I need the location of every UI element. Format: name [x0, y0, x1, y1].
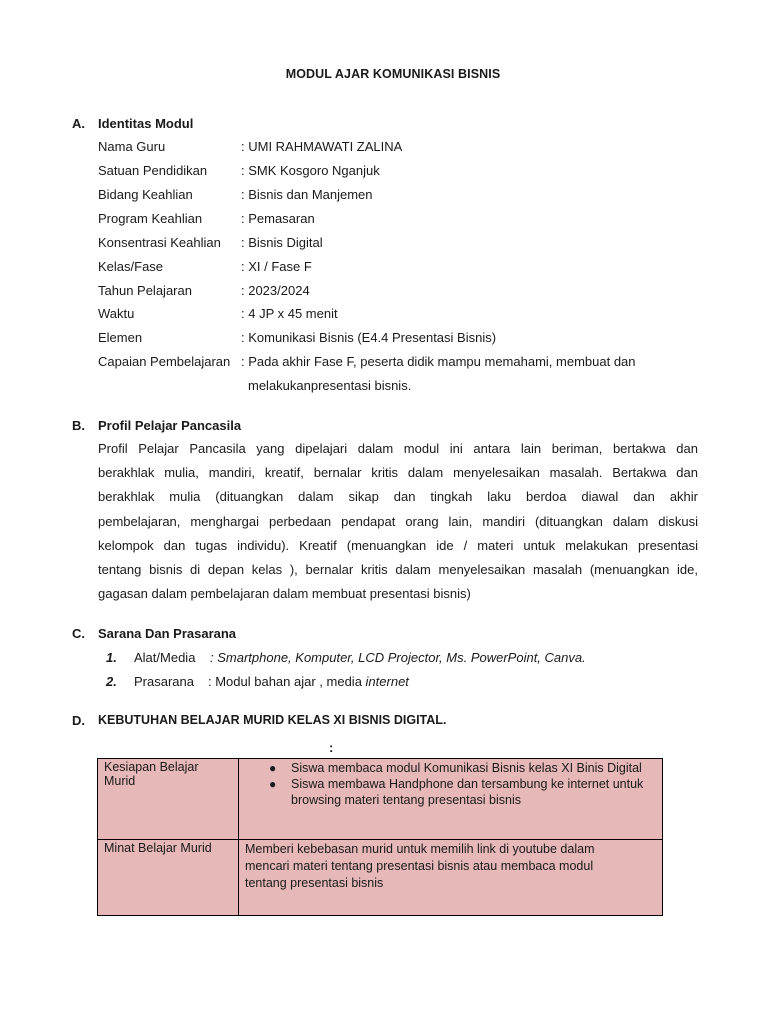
identity-value: : Komunikasi Bisnis (E4.4 Presentasi Bisnis)	[241, 330, 497, 345]
list-number: 1.	[106, 650, 117, 665]
section-c-letter: C.	[72, 626, 85, 641]
list-item	[269, 776, 656, 808]
section-d-title: KEBUTUHAN BELAJAR MURID KELAS XI BISNIS DIGITAL.	[98, 713, 447, 727]
identity-label: Program Keahlian	[98, 211, 203, 226]
list-item-text: Siswa membaca modul Komunikasi Bisnis kelas XI Binis Digital	[291, 761, 642, 775]
identity-label: Nama Guru	[98, 139, 166, 154]
bullet-icon: ●	[269, 761, 277, 775]
table-header-cell: Minat Belajar Murid	[98, 840, 239, 916]
section-b-letter: B.	[72, 418, 85, 433]
profil-paragraph	[98, 437, 698, 606]
identity-label: Waktu	[98, 306, 135, 321]
identity-value: : 4 JP x 45 menit	[241, 306, 338, 321]
table-cell-text: Memberi kebebasan murid untuk memilih link di youtube dalam mencari materi tentang presentasi bisnis atau membaca modul tentang presentasi bisnis	[245, 842, 595, 890]
section-c-title: Sarana Dan Prasarana	[98, 626, 237, 641]
list-label: Alat/Media	[134, 650, 196, 665]
paragraph-line: tentang bisnis di depan kelas ), bernalar kritis dalam menyelesaikan masalah (menuangkan ide,	[98, 561, 698, 577]
identity-value: : UMI RAHMAWATI ZALINA	[241, 139, 403, 154]
sarana-item-prasarana	[106, 674, 409, 689]
section-d-letter: D.	[72, 713, 85, 728]
table-content-cell	[239, 840, 663, 916]
list-number: 2.	[106, 674, 117, 689]
learning-needs-table	[97, 758, 663, 916]
list-item-text: Siswa membawa Handphone dan tersambung ke internet untuk browsing materi tentang presentasi bisnis	[291, 777, 644, 807]
identity-value: : Pemasaran	[241, 211, 315, 226]
identity-value: : Pada akhir Fase F, peserta didik mampu memahami, membuat dan	[241, 354, 636, 369]
identity-label: Bidang Keahlian	[98, 187, 193, 202]
section-a-title: Identitas Modul	[98, 116, 194, 131]
list-value-italic: internet	[365, 674, 409, 689]
identity-label: Capaian Pembelajaran	[98, 354, 231, 369]
identity-value: : SMK Kosgoro Nganjuk	[241, 163, 380, 178]
identity-label: Elemen	[98, 330, 143, 345]
bullet-list	[245, 760, 656, 808]
table-row	[98, 759, 663, 840]
section-b-title: Profil Pelajar Pancasila	[98, 418, 242, 433]
capaian-continuation: melakukanpresentasi bisnis.	[248, 378, 412, 393]
identity-value: : Bisnis Digital	[241, 235, 323, 250]
colon-mark: :	[329, 740, 334, 755]
identity-value: : Bisnis dan Manjemen	[241, 187, 373, 202]
list-item	[269, 760, 656, 776]
table-content-cell	[239, 759, 663, 840]
paragraph-line: berakhlak mulia, mandiri, kreatif, bernalar kritis dalam menyelesaikan masalah. Bertakwa dan	[98, 465, 698, 481]
paragraph-line: gagasan dalam pembelajaran dalam membuat presentasi bisnis)	[98, 586, 471, 602]
identity-label: Satuan Pendidikan	[98, 163, 208, 178]
identity-label: Konsentrasi Keahlian	[98, 235, 221, 250]
section-a-letter: A.	[72, 116, 85, 131]
paragraph-line: berakhlak mulia (dituangkan dalam sikap dan tingkah laku berdoa diawal dan akhir	[98, 489, 698, 505]
list-label: Prasarana	[134, 674, 194, 689]
list-value: : Smartphone, Komputer, LCD Projector, Ms. PowerPoint, Canva.	[210, 650, 586, 665]
table-header-cell: Kesiapan Belajar Murid	[98, 759, 239, 840]
list-value: : Modul bahan ajar , media	[208, 674, 366, 689]
paragraph-line: Profil Pelajar Pancasila yang dipelajari dalam modul ini antara lain beriman, bertakwa dan	[98, 441, 698, 456]
paragraph-line: kelompok dan tugas individu). Kreatif (menuangkan ide / materi untuk melakukan presentasi	[98, 537, 698, 553]
document-title: MODUL AJAR KOMUNIKASI BISNIS	[285, 67, 501, 81]
paragraph-line: pembelajaran, menghargai perbedaan pendapat orang lain, mandiri (dituangkan dalam diskusi	[98, 513, 698, 529]
identity-value: : XI / Fase F	[241, 259, 312, 274]
sarana-item-alat-media	[106, 650, 586, 665]
table-row	[98, 840, 663, 916]
identity-label: Kelas/Fase	[98, 259, 164, 274]
identity-value: : 2023/2024	[241, 283, 310, 298]
identity-label: Tahun Pelajaran	[98, 283, 192, 298]
bullet-icon: ●	[269, 777, 277, 791]
